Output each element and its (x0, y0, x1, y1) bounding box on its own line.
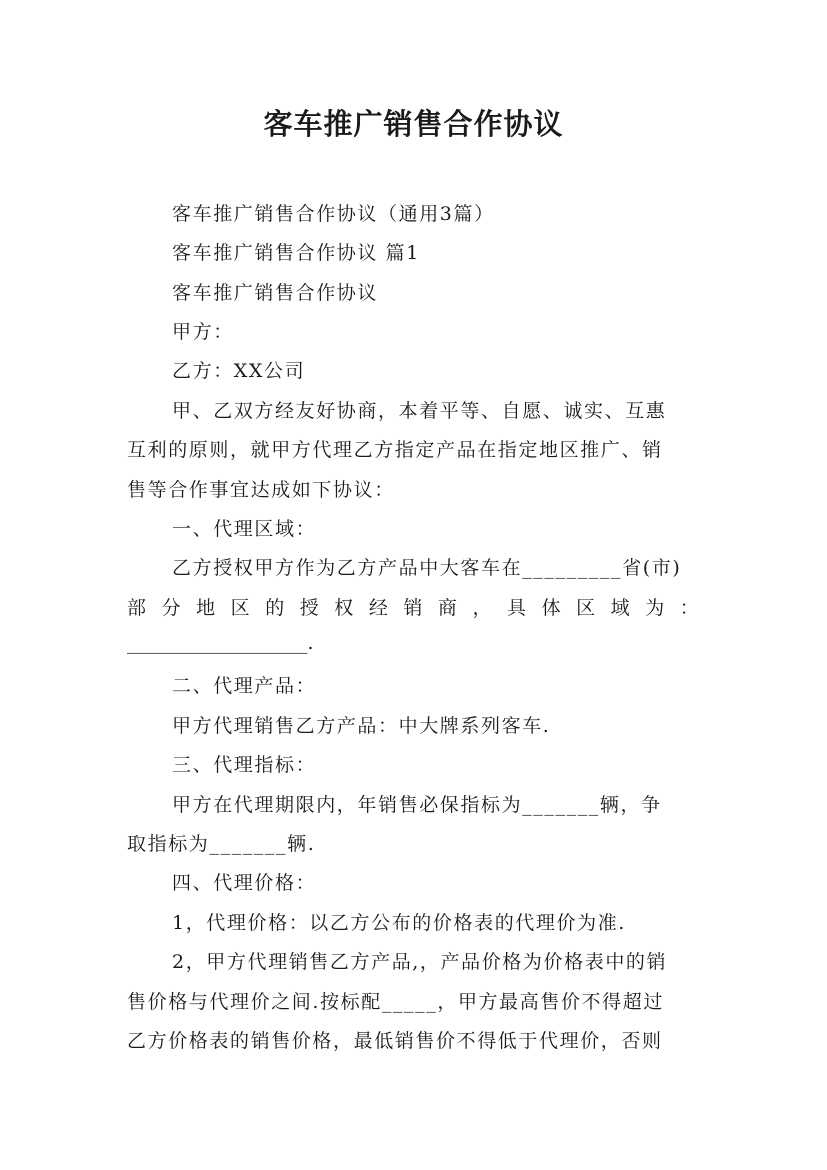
paragraph-line: 甲方代理销售乙方产品：中大牌系列客车. (172, 715, 551, 737)
justified-char: 域 (610, 597, 630, 619)
list-item: 2，甲方代理销售乙方产品,，产品价格为价格表中的销 (172, 951, 668, 973)
section-heading-product: 二、代理产品： (172, 675, 317, 697)
justified-char: 分 (161, 597, 181, 619)
justified-char: 授 (299, 597, 319, 619)
section-heading-target: 三、代理指标： (172, 754, 317, 776)
article-heading: 客车推广销售合作协议 篇1 (172, 242, 420, 264)
party-a-line: 甲方： (172, 321, 234, 343)
paragraph-line: 取指标为_______辆. (127, 833, 316, 855)
section-heading-price: 四、代理价格： (172, 872, 317, 894)
paragraph-line: 售价格与代理价之间.按标配_____，甲方最高售价不得超过 (127, 991, 664, 1013)
justified-char: ： (679, 597, 699, 619)
justified-char: ， (472, 597, 492, 619)
justified-char: 区 (576, 597, 596, 619)
justified-char: 区 (230, 597, 250, 619)
justified-line (127, 593, 699, 620)
justified-char: 体 (541, 597, 561, 619)
paragraph-line: 乙方授权甲方作为乙方产品中大客车在_________省(市) (172, 557, 682, 579)
justified-char: 地 (196, 597, 216, 619)
justified-char: 商 (437, 597, 457, 619)
paragraph-line: 互利的原则，就甲方代理乙方指定产品在指定地区推广、销 (127, 439, 663, 461)
justified-char: 的 (265, 597, 285, 619)
document-title: 客车推广销售合作协议 (263, 107, 564, 141)
paragraph-line: 售等合作事宜达成如下协议： (127, 479, 395, 501)
blank-field-line: ___________________. (127, 632, 314, 654)
justified-char: 为 (645, 597, 665, 619)
paragraph-line: 甲方在代理期限内，年销售必保指标为_______辆，争 (172, 794, 662, 816)
justified-char: 经 (368, 597, 388, 619)
justified-char: 销 (403, 597, 423, 619)
paragraph-line: 乙方价格表的销售价格，最低销售价不得低于代理价，否则 (127, 1030, 663, 1052)
justified-char: 具 (507, 597, 527, 619)
party-b-line: 乙方：XX公司 (172, 360, 306, 382)
agreement-name: 客车推广销售合作协议 (172, 282, 379, 304)
paragraph-line: 甲、乙双方经友好协商，本着平等、自愿、诚实、互惠 (172, 400, 667, 422)
justified-char: 权 (334, 597, 354, 619)
justified-char: 部 (127, 597, 147, 619)
subtitle-line: 客车推广销售合作协议（通用3篇） (172, 203, 495, 225)
list-item: 1，代理价格：以乙方公布的价格表的代理价为准. (172, 912, 626, 934)
section-heading-region: 一、代理区域： (172, 518, 317, 540)
